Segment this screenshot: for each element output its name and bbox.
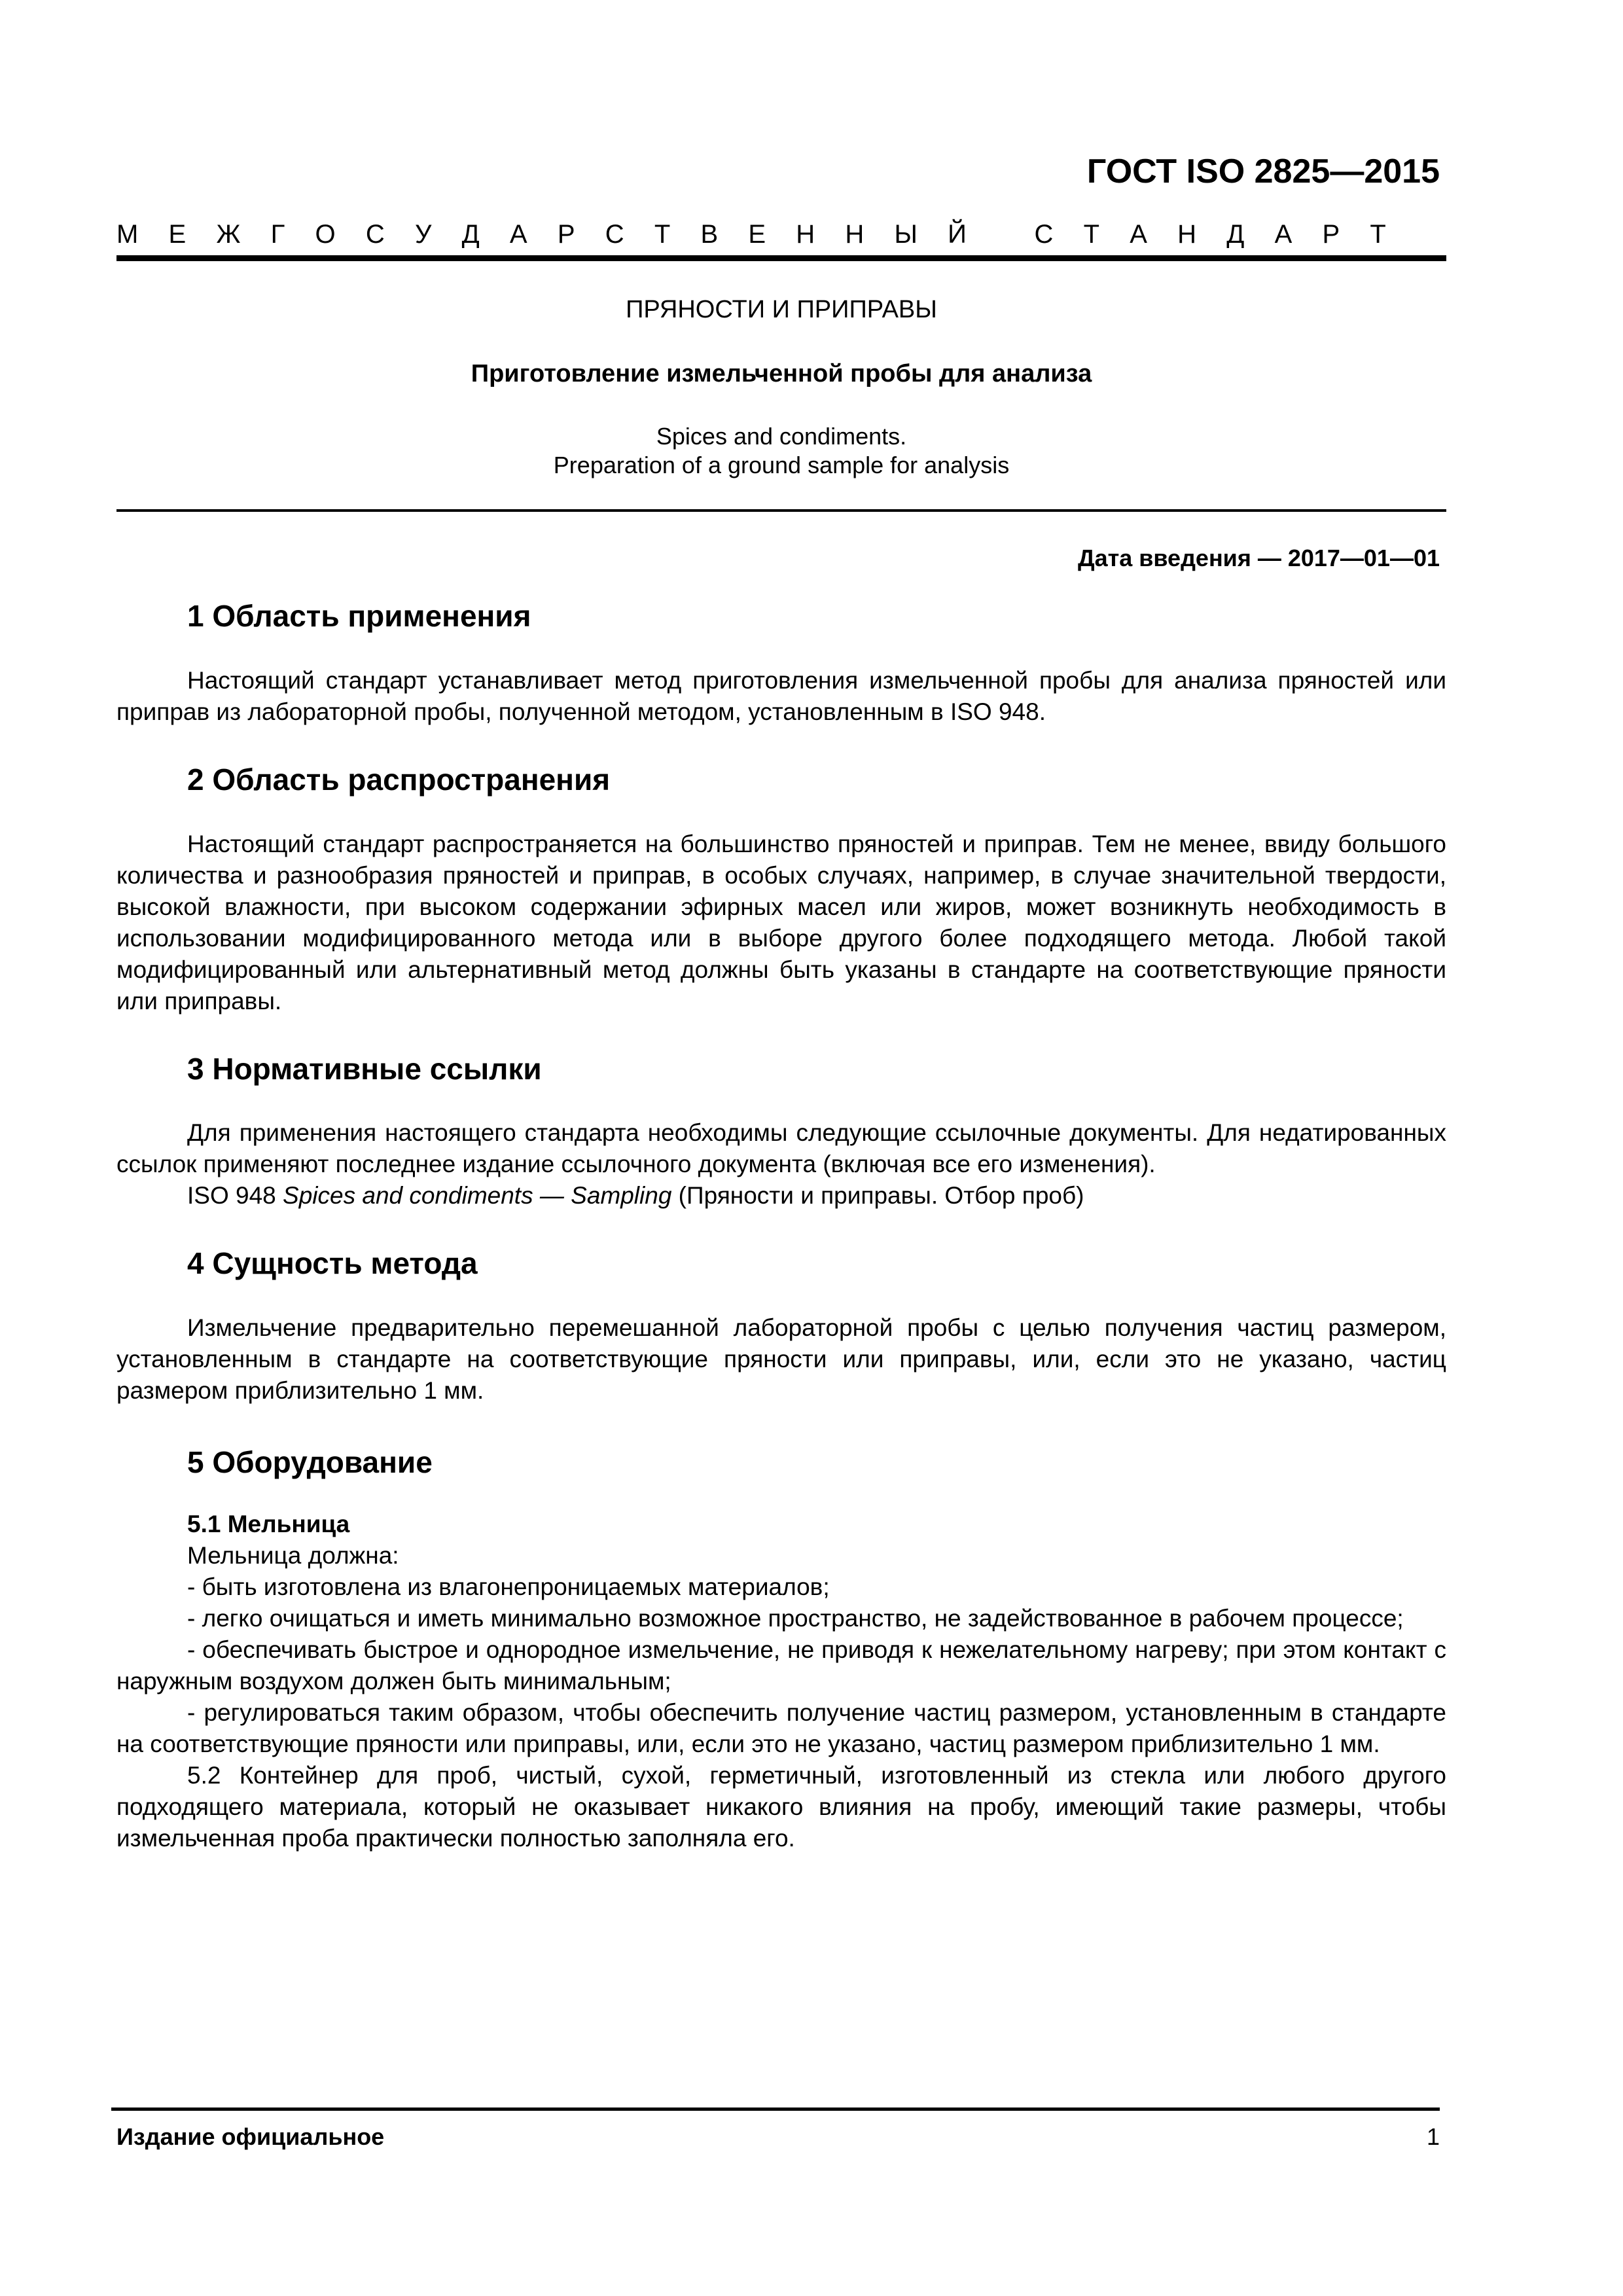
document-title: ПРЯНОСТИ И ПРИПРАВЫ bbox=[626, 296, 937, 323]
subsection-5-1-heading: 5.1 Мельница bbox=[187, 1510, 350, 1537]
standard-type-letter: А bbox=[1274, 220, 1293, 249]
standard-type-letter: М bbox=[116, 220, 139, 249]
english-title-line-1: Spices and condiments. bbox=[656, 423, 907, 450]
requirement-item: - быть изготовлена из влагонепроницаемых материалов; bbox=[187, 1573, 830, 1600]
document-number: ГОСТ ISO 2825—2015 bbox=[1086, 152, 1440, 190]
reference-title-ru: (Пряности и приправы. Отбор проб) bbox=[671, 1182, 1084, 1210]
normative-reference bbox=[116, 1180, 1446, 1211]
standard-type-letter: Р bbox=[1322, 220, 1340, 249]
requirement-item: - обеспечивать быстрое и однородное измельчение, не приводя к нежелательному нагреву; при этом контакт с наружным воздухом должен быть минимальным; bbox=[116, 1636, 1446, 1695]
standard-type-letter: А bbox=[509, 220, 527, 249]
section-4-text: Измельчение предварительно перемешанной лабораторной пробы с целью получения частиц размером, установленным в стандарте на соответствующие пряности или приправы, или, если это не указано, частиц размером приблизительно 1 мм. bbox=[116, 1314, 1446, 1405]
requirement-item: - легко очищаться и иметь минимально возможное пространство, не задействованное в рабочем процессе; bbox=[187, 1604, 1404, 1632]
standard-type-letter: Й bbox=[948, 220, 967, 249]
standard-type-letter: Д bbox=[461, 220, 480, 249]
reference-title-en: Spices and condiments — Sampling bbox=[283, 1182, 672, 1210]
subsection-5-1-intro: Мельница должна: bbox=[187, 1541, 399, 1569]
document-subtitle: Приготовление измельченной пробы для анализа bbox=[471, 360, 1092, 387]
standard-type-letter: Р bbox=[557, 220, 575, 249]
standard-type-heading bbox=[116, 220, 1386, 249]
standard-type-letter: Т bbox=[1370, 220, 1386, 249]
standard-type-letter: О bbox=[315, 220, 336, 249]
standard-type-letter: Е bbox=[168, 220, 187, 249]
section-3-heading: 3 Нормативные ссылки bbox=[187, 1051, 542, 1086]
standard-type-letter: Е bbox=[748, 220, 766, 249]
english-title-line-2: Preparation of a ground sample for analysis bbox=[553, 452, 1010, 478]
section-4-heading: 4 Сущность метода bbox=[187, 1246, 478, 1281]
section-2-heading: 2 Область распространения bbox=[187, 762, 611, 797]
requirement-item: - регулироваться таким образом, чтобы обеспечить получение частиц размером, установленным в стандарте на соответствующие пряности или приправы, или, если это не указано, частиц размером приблизительно 1 мм. bbox=[116, 1698, 1446, 1757]
standard-type-letter: Н bbox=[845, 220, 865, 249]
standard-type-letter: У bbox=[414, 220, 432, 249]
footer-rule bbox=[111, 2108, 1440, 2111]
section-3-text: Для применения настоящего стандарта необходимы следующие ссылочные документы. Для недатированных ссылок применяют последнее издание ссылочного документа (включая все его изменения). bbox=[116, 1119, 1446, 1178]
standard-type-letter bbox=[997, 220, 1004, 249]
section-1-heading: 1 Область применения bbox=[187, 599, 531, 633]
standard-type-letter: Ж bbox=[216, 220, 241, 249]
title-rule bbox=[116, 509, 1446, 512]
document-body bbox=[116, 597, 1446, 1854]
standard-type-letter: Г bbox=[270, 220, 285, 249]
header-rule bbox=[116, 255, 1446, 261]
section-2-text: Настоящий стандарт распространяется на большинство пряностей и приправ. Тем не менее, ввиду большого количества и разнообразия пряностей и приправ, в особых случаях, например, в случае значительной твердости, высокой влажности, при высоком содержании эфирных масел или жиров, может возникнуть необходимость в использовании модифицированного метода или в выборе другого более подходящего метода. Любой такой модифицированный или альтернативный метод должны быть указаны в стандарте на соответствующие пряности или приправы. bbox=[116, 830, 1446, 1014]
edition-label: Издание официальное bbox=[116, 2123, 385, 2150]
standard-type-letter: Т bbox=[654, 220, 671, 249]
section-1-text: Настоящий стандарт устанавливает метод приготовления измельченной пробы для анализа пряностей или приправ из лабораторной пробы, полученной методом, установленным в ISO 948. bbox=[116, 666, 1446, 725]
standard-type-letter: Д bbox=[1226, 220, 1245, 249]
reference-code: ISO 948 bbox=[187, 1182, 283, 1210]
standard-type-letter: Н bbox=[796, 220, 815, 249]
standard-type-letter: Т bbox=[1083, 220, 1100, 249]
standard-type-letter: С bbox=[605, 220, 624, 249]
standard-type-letter: С bbox=[1034, 220, 1054, 249]
section-5-heading: 5 Оборудование bbox=[187, 1445, 433, 1480]
standard-type-letter: Н bbox=[1177, 220, 1197, 249]
standard-type-letter: Ы bbox=[894, 220, 918, 249]
standard-type-letter: В bbox=[700, 220, 719, 249]
standard-type-letter: С bbox=[365, 220, 385, 249]
page-number: 1 bbox=[1426, 2123, 1440, 2150]
introduction-date: Дата введения — 2017—01—01 bbox=[1077, 545, 1440, 571]
subsection-5-2-text: 5.2 Контейнер для проб, чистый, сухой, герметичный, изготовленный из стекла или любого другого подходящего материала, который не оказывает никакого влияния на пробу, имеющий такие размеры, чтобы измельченная проба практически полностью заполняла его. bbox=[116, 1761, 1446, 1852]
standard-type-letter: А bbox=[1130, 220, 1147, 249]
